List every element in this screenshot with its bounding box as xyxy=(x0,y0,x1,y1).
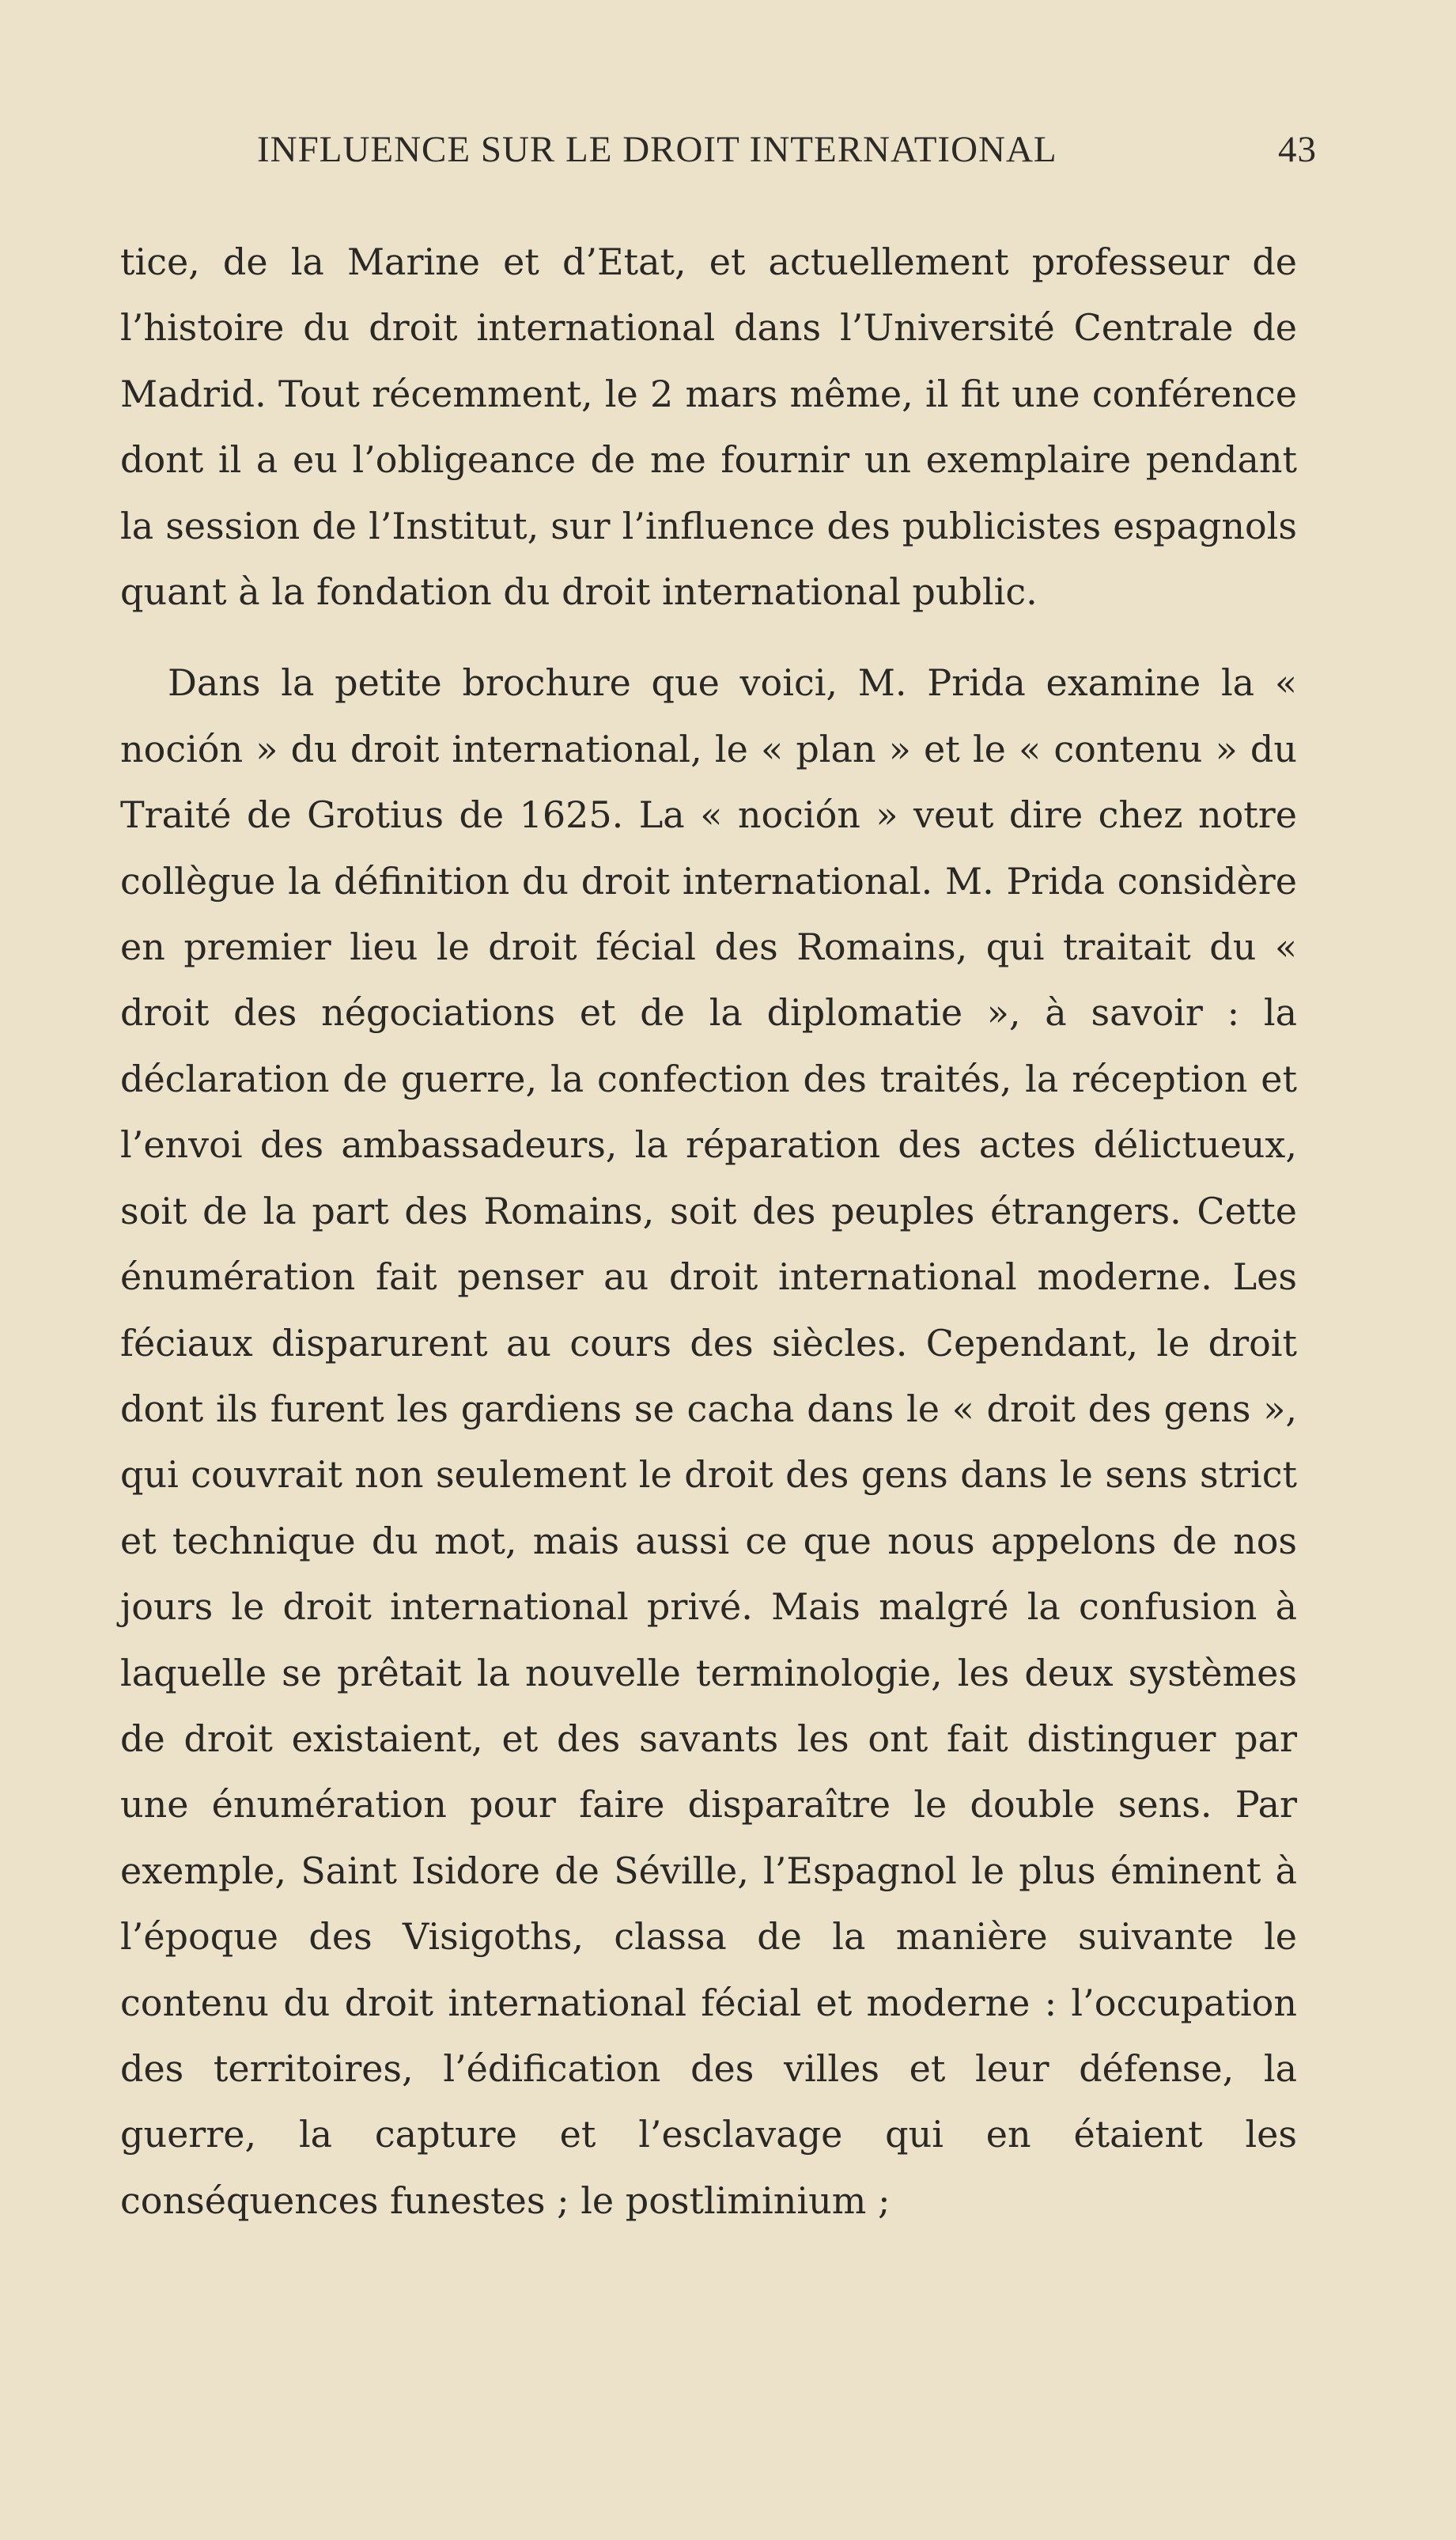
body-text xyxy=(120,229,1297,2234)
page-number: 43 xyxy=(1278,129,1317,170)
running-head xyxy=(257,120,1317,184)
running-title: INFLUENCE SUR LE DROIT INTERNATIONAL xyxy=(257,129,1057,170)
paragraph-2: Dans la petite brochure que voici, M. Prida examine la « noción » du droit international, le « plan » et le « contenu » du Traité de Grotius de 1625. La « noción » veut dire chez notre collègue la définition du droit international. M. Prida considère en premier lieu le droit fécial des Romains, qui traitait du « droit des négociations et de la diplomatie », à savoir : la déclaration de guerre, la confection des traités, la réception et l’envoi des ambassadeurs, la réparation des actes délictueux, soit de la part des Romains, soit des peuples étrangers. Cette énumération fait penser au droit international moderne. Les féciaux disparurent au cours des siècles. Cependant, le droit dont ils furent les gardiens se cacha dans le « droit des gens », qui couvrait non seulement le droit des gens dans le sens strict et technique du mot, mais aussi ce que nous appelons de nos jours le droit international privé. Mais malgré la confusion à laquelle se prêtait la nouvelle terminologie, les deux systèmes de droit existaient, et des savants les ont fait distinguer par une énumération pour faire disparaître le double sens. Par exemple, Saint Isidore de Séville, l’Espagnol le plus éminent à l’époque des Visigoths, classa de la manière suivante le contenu du droit international fécial et moderne : l’occupation des territoires, l’édification des villes et leur défense, la guerre, la capture et l’esclavage qui en étaient les conséquences funestes ; le postliminium ; xyxy=(120,661,1297,2222)
paragraph-1: tice, de la Marine et d’Etat, et actuellement professeur de l’histoire du droit international dans l’Université Centrale de Madrid. Tout récemment, le 2 mars même, il fit une conférence dont il a eu l’obligeance de me fournir un exemplaire pendant la session de l’Institut, sur l’influence des publicistes espagnols quant à la fondation du droit international public. xyxy=(120,240,1297,614)
